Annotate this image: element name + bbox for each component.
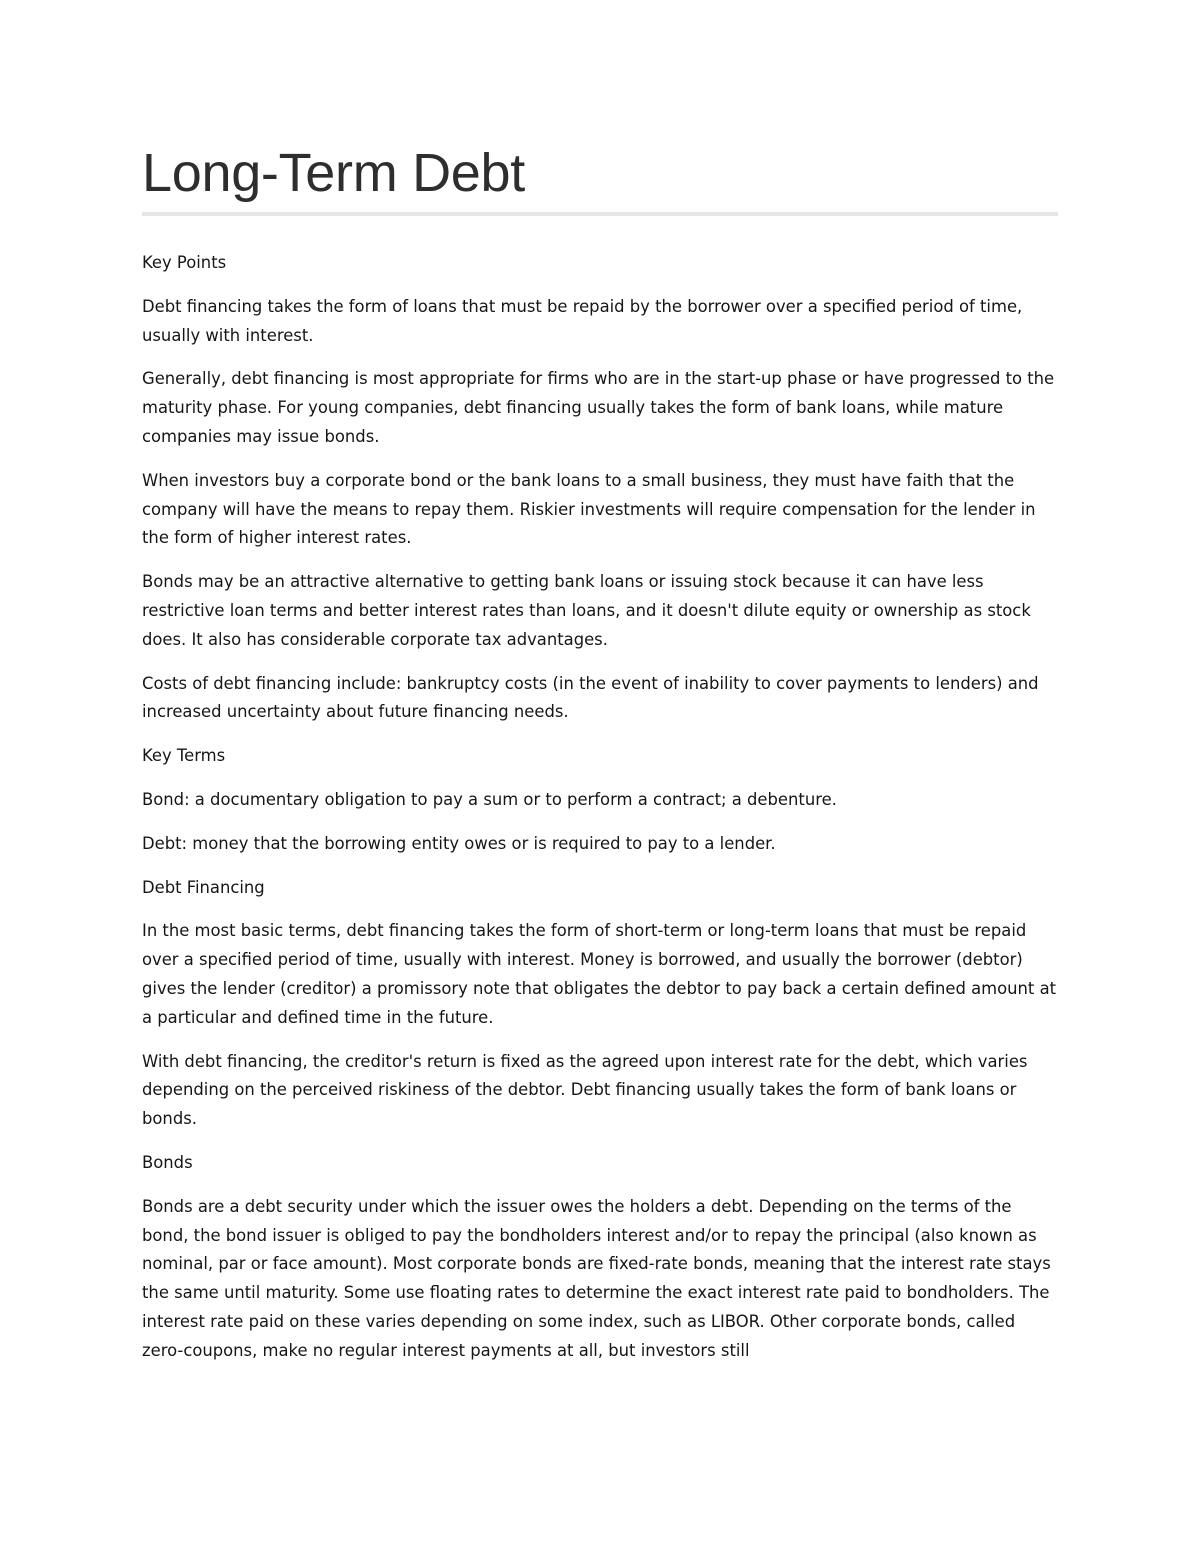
key-point-paragraph: Bonds may be an attractive alternative to getting bank loans or issuing stock because it can have less restrictive loan terms and better interest rates than loans, and it doesn't dilute equity or ownership as stock does. It also has considerable corporate tax advantages.: [142, 572, 1031, 649]
title-divider: [142, 212, 1058, 216]
key-point-paragraph: When investors buy a corporate bond or the bank loans to a small business, they must have faith that the company will have the means to repay them. Riskier investments will require compensation for the lender in the form of higher interest rates.: [142, 470, 1036, 548]
section-heading-key-terms: Key Terms: [142, 746, 226, 766]
section-heading-debt-financing: Debt Financing: [142, 877, 265, 897]
document-content: [142, 140, 1058, 1381]
key-point-paragraph: Debt financing takes the form of loans that must be repaid by the borrower over a specified period of time, usually with interest.: [142, 296, 1023, 345]
debt-financing-paragraph: In the most basic terms, debt financing takes the form of short-term or long-term loans that must be repaid over a specified period of time, usually with interest. Money is borrowed, and usually the borrower (debtor) gives the lender (creditor) a promissory note that obligates the debtor to pay back a certain defined amount at a particular and defined time in the future.: [142, 921, 1057, 1027]
key-term-debt: Debt: money that the borrowing entity owes or is required to pay to a lender.: [142, 833, 776, 853]
key-point-paragraph: Generally, debt financing is most appropriate for firms who are in the start-up phase or have progressed to the maturity phase. For young companies, debt financing usually takes the form of bank loans, while mature companies may issue bonds.: [142, 369, 1055, 446]
bonds-paragraph: Bonds are a debt security under which the issuer owes the holders a debt. Depending on the terms of the bond, the bond issuer is obliged to pay the bondholders interest and/or to repay the principal (also known as nominal, par or face amount). Most corporate bonds are fixed-rate bonds, meaning that the interest rate stays the same until maturity. Some use floating rates to determine the exact interest rate paid to bondholders. The interest rate paid on these varies depending on some index, such as LIBOR. Other corporate bonds, called zero-coupons, make no regular interest payments at all, but investors still: [142, 1196, 1051, 1360]
section-heading-key-points: Key Points: [142, 253, 227, 272]
section-heading-bonds: Bonds: [142, 1152, 193, 1172]
key-term-bond: Bond: a documentary obligation to pay a sum or to perform a contract; a debenture.: [142, 789, 837, 809]
key-point-paragraph: Costs of debt financing include: bankruptcy costs (in the event of inability to cover payments to lenders) and increased uncertainty about future financing needs.: [142, 673, 1039, 722]
page-title: Long-Term Debt: [142, 143, 525, 203]
debt-financing-paragraph: With debt financing, the creditor's return is fixed as the agreed upon interest rate for the debt, which varies depending on the perceived riskiness of the debtor. Debt financing usually takes the form of bank loans or bonds.: [142, 1051, 1028, 1129]
